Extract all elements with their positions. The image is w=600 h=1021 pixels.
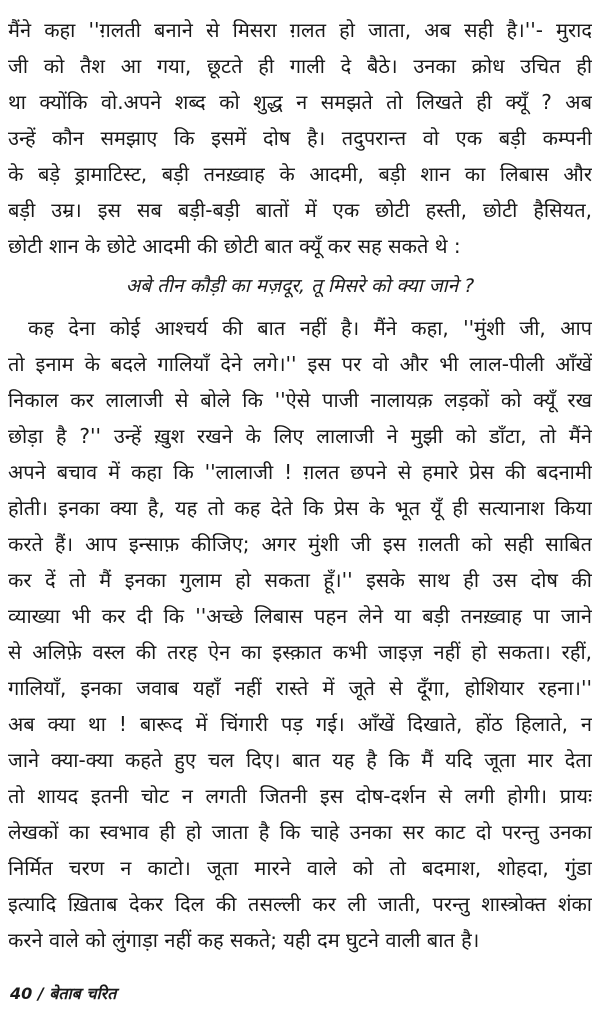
text-line: के बड़े ड्रामाटिस्ट, बड़ी तनख़्वाह के आदमी, बड़ी शान का लिबास और (8, 162, 592, 186)
text-line: तो इनाम के बदले गालियाँ देने लगे।'' इस पर वो और भी लाल-पीली आँखें (8, 352, 592, 376)
body-text (8, 12, 592, 958)
text-line: गालियाँ, इनका जवाब यहाँ नहीं रास्ते में जूते से दूँगा, होशियार रहना।'' (8, 676, 592, 700)
text-line: इत्यादि ख़िताब देकर दिल की तसल्ली कर ली जाती, परन्तु शास्त्रोक्त शंका (8, 892, 592, 916)
text-line: था क्योंकि वो.अपने शब्द को शुद्ध न समझते तो लिखते ही क्यूँ ? अब (8, 90, 592, 114)
text-line: निर्मित चरण न काटो। जूता मारने वाले को तो बदमाश, शोहदा, गुंडा (8, 856, 592, 880)
text-line: छोटी शान के छोटे आदमी की छोटी बात क्यूँ कर सह सकते थे : (8, 234, 461, 258)
paragraph-2 (8, 310, 592, 958)
text-line: अब क्या था ! बारूद में चिंगारी पड़ गई। आँखें दिखाते, होंठ हिलाते, न (8, 712, 592, 736)
text-line: से अलिफ़े वस्ल की तरह ऐन का इस्क़ात कभी जाइज़ नहीं हो सकता। रहीं, (8, 640, 592, 664)
page-footer: 40 / बेताब चरित (10, 984, 117, 1003)
text-line: जी को तैश आ गया, छूटते ही गाली दे बैठे। उनका क्रोध उचित ही (8, 54, 592, 78)
text-line: तो शायद इतनी चोट न लगती जितनी इस दोष-दर्शन से लगी होगी। प्रायः (8, 784, 592, 808)
text-line: कह देना कोई आश्चर्य की बात नहीं है। मैंने कहा, ''मुंशी जी, आप (28, 316, 592, 340)
text-line: जाने क्या-क्या कहते हुए चल दिए। बात यह है कि मैं यदि जूता मार देता (8, 748, 592, 772)
text-line: लेखकों का स्वभाव ही हो जाता है कि चाहे उनका सर काट दो परन्तु उनका (8, 820, 592, 844)
text-line: बड़ी उम्र। इस सब बड़ी-बड़ी बातों में एक छोटी हस्ती, छोटी हैसियत, (8, 198, 592, 222)
verse-quote: अबे तीन कौड़ी का मज़दूर, तू मिसरे को क्या जाने ? (125, 275, 475, 297)
text-line: कर दें तो मैं इनका गुलाम हो सकता हूँ।'' इसके साथ ही उस दोष की (8, 568, 592, 592)
text-line: मैंने कहा ''ग़लती बनाने से मिसरा ग़लत हो जाता, अब सही है।''- मुराद (8, 18, 592, 42)
text-line: उन्हें कौन समझाए कि इसमें दोष है। तदुपरान्त वो एक बड़ी कम्पनी (8, 126, 592, 150)
text-line: छोड़ा है ?'' उन्हें ख़ुश रखने के लिए लालाजी ने मुझी को डाँटा, तो मैंने (8, 424, 592, 448)
text-line: होती। इनका क्या है, यह तो कह देते कि प्रेस के भूत यूँ ही सत्यानाश किया (8, 496, 592, 520)
text-line: करने वाले को लुंगाड़ा नहीं कह सकते; यही दम घुटने वाली बात है। (8, 928, 480, 952)
text-line: करते हैं। आप इन्साफ़ कीजिए; अगर मुंशी जी इस ग़लती को सही साबित (8, 532, 592, 556)
text-line: व्याख्या भी कर दी कि ''अच्छे लिबास पहन लेने या बड़ी तनख़्वाह पा जाने (8, 604, 592, 628)
text-line: अपने बचाव में कहा कि ''लालाजी ! ग़लत छपने से हमारे प्रेस की बदनामी (8, 460, 592, 484)
paragraph-1 (8, 12, 592, 264)
text-line: निकाल कर लालाजी से बोले कि ''ऐसे पाजी नालायक़ लड़कों को क्यूँ रख (8, 388, 592, 412)
